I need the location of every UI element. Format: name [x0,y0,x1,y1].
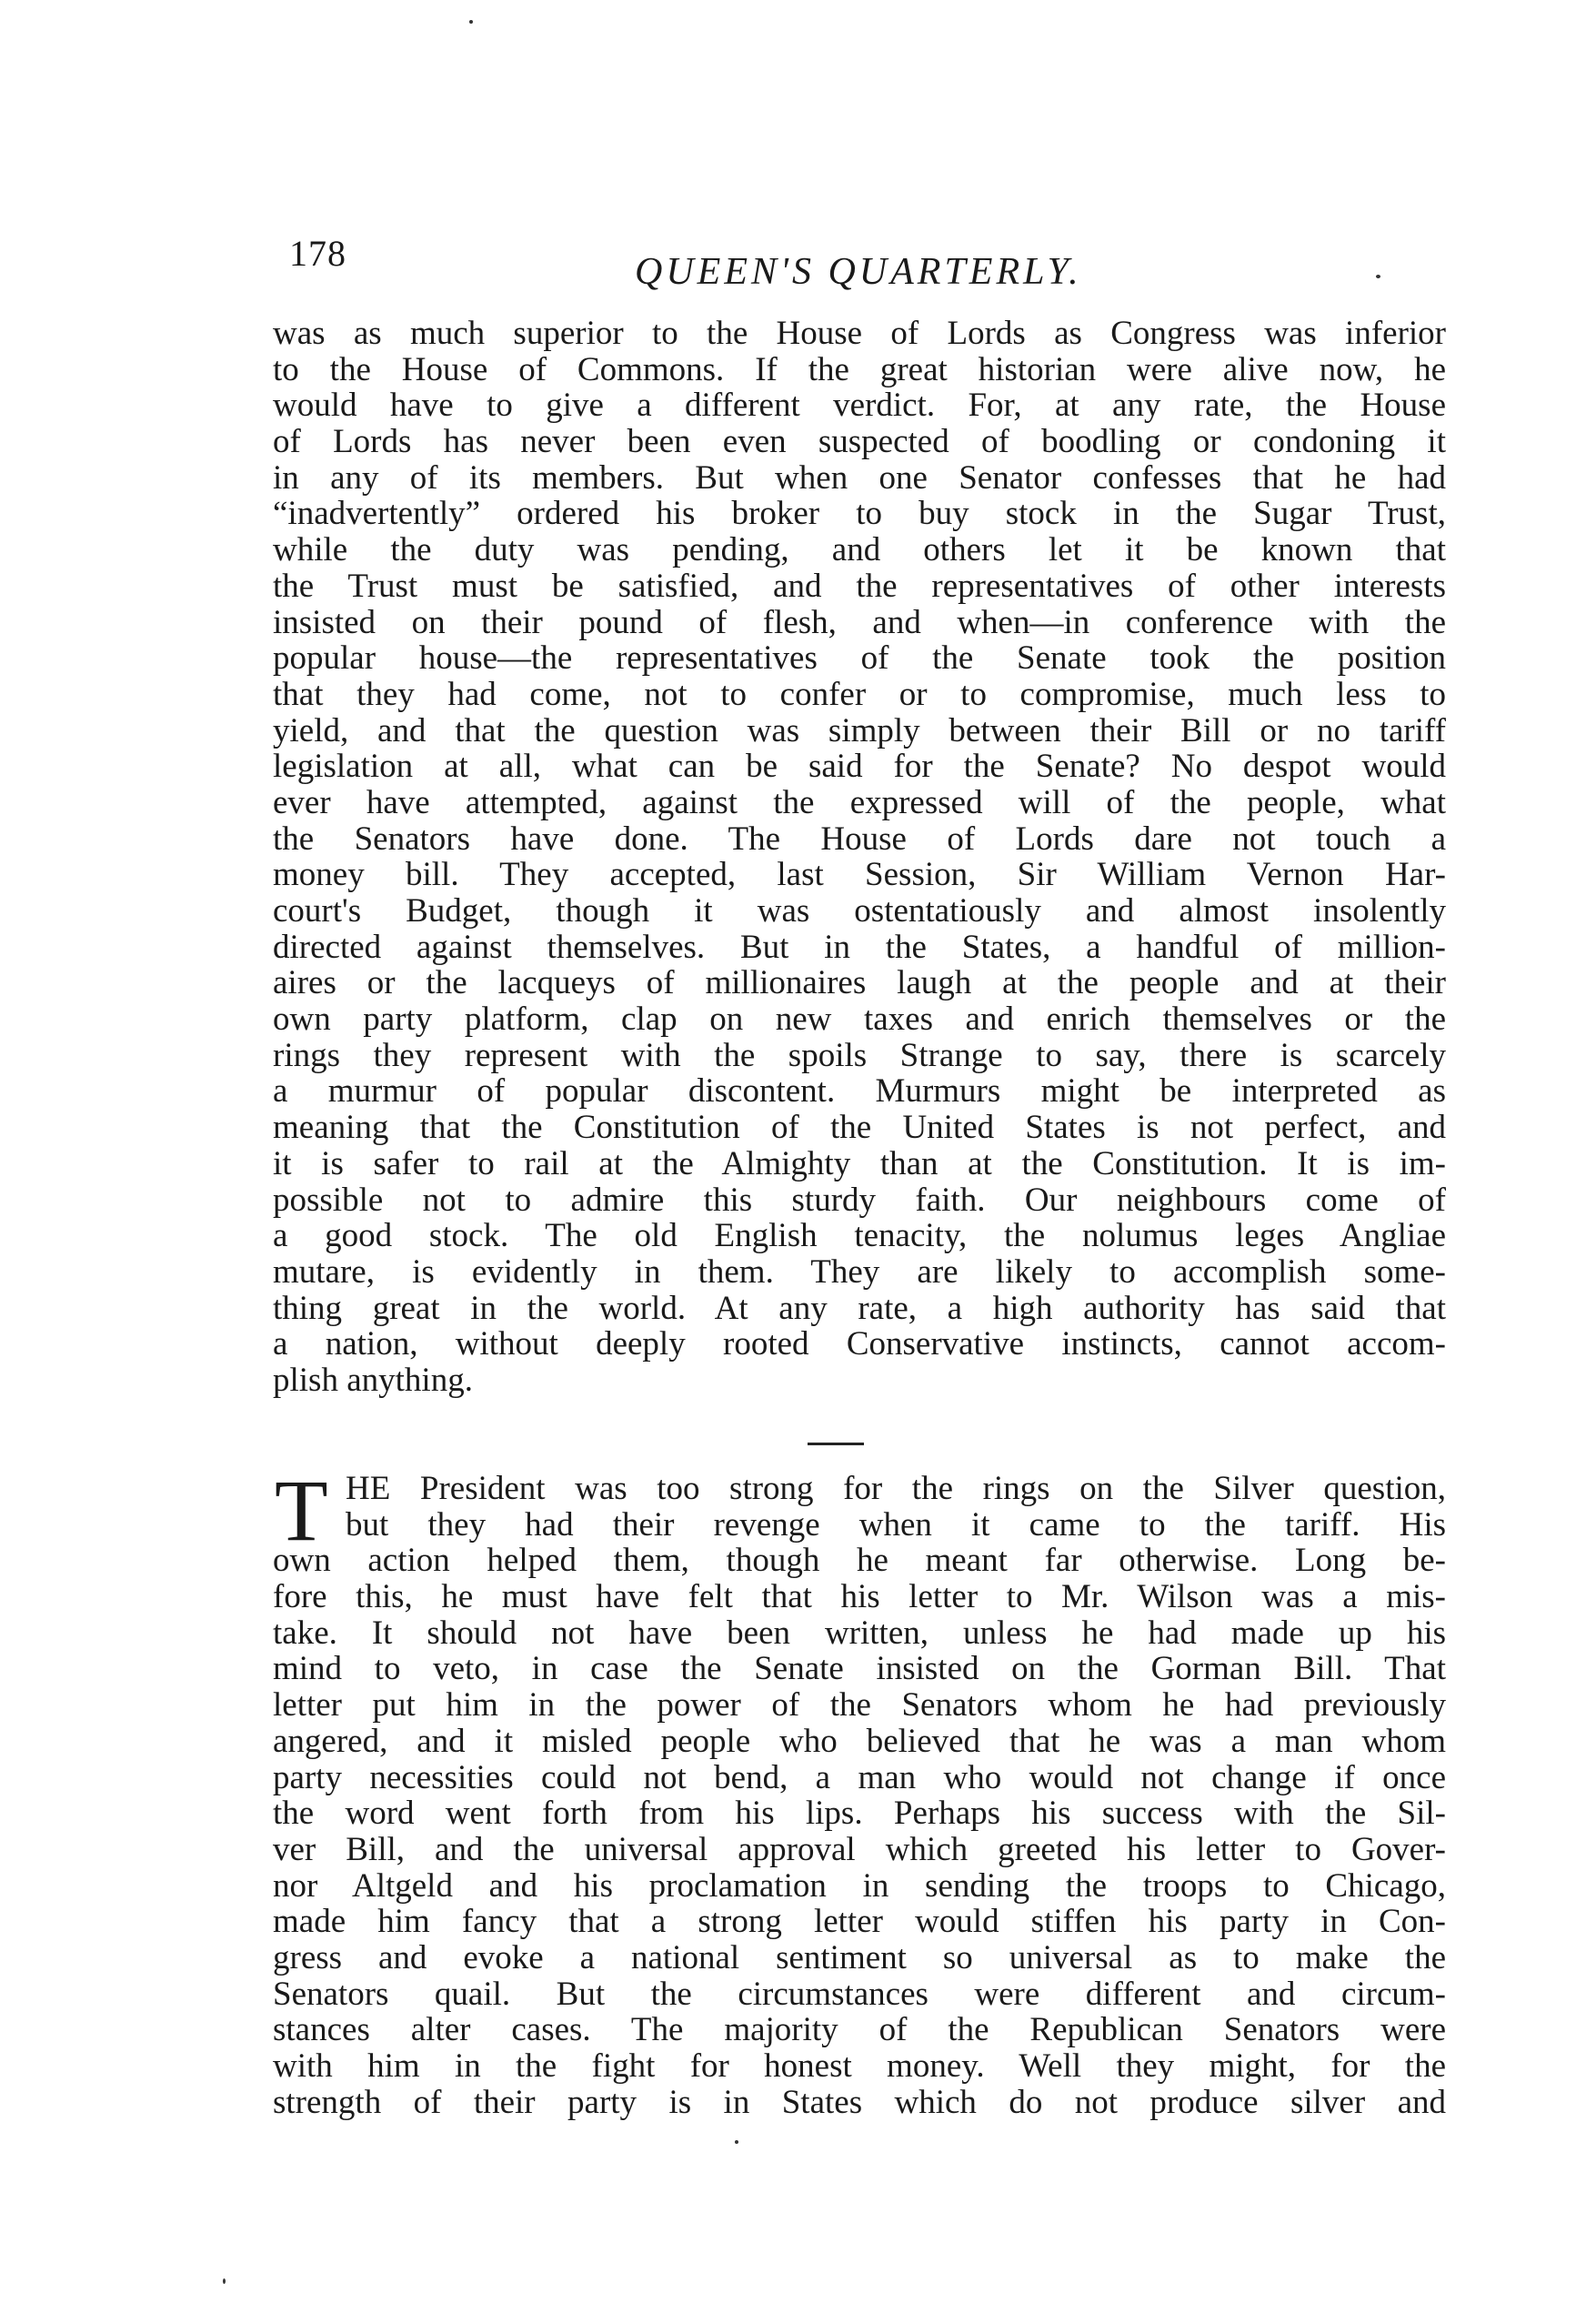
text-line: directed against themselves. But in the States, a handful of million- [273,929,1446,966]
text-line: was as much superior to the House of Lords as Congress was inferior [273,316,1446,352]
text-line: legislation at all, what can be said for the Senate? No despot would [273,749,1446,785]
text-line: Senators quail. But the circumstances were different and circum- [273,1976,1446,2013]
text-line: yield, and that the question was simply between their Bill or no tariff [273,712,1446,749]
text-line: while the duty was pending, and others let it be known that [273,532,1446,568]
text-line: strength of their party is in States which do not produce silver and [273,2084,1446,2121]
text-line: court's Budget, though it was ostentatiously and almost insolently [273,893,1446,930]
text-line: in any of its members. But when one Senator confesses that he had [273,459,1446,497]
text-line: would have to give a different verdict. For, at any rate, the House [273,387,1446,425]
text-line: mutare, is evidently in them. They are likely to accomplish some- [273,1253,1446,1291]
text-line: aires or the lacqueys of millionaires laugh at the people and at their [273,965,1446,1002]
text-line: insisted on their pound of flesh, and when—in conference with the [273,604,1446,641]
text-line: rings they represent with the spoils Strange to say, there is scarcely [273,1037,1446,1074]
text-line: angered, and it misled people who believed that he was a man whom [273,1723,1446,1760]
paragraph-2 [273,1462,1446,2121]
text-line: ver Bill, and the universal approval which greeted his letter to Gover- [273,1831,1446,1868]
text-line: a good stock. The old English tenacity, the nolumus leges Angliae [273,1218,1446,1254]
text-line: HE President was too strong for the rings on the Silver question, [346,1471,1446,1507]
text-line: party necessities could not bend, a man who would not change if once [273,1759,1446,1796]
text-line: gress and evoke a national sentiment so universal as to make the [273,1939,1446,1976]
text-line: to the House of Commons. If the great historian were alive now, he [273,351,1446,388]
text-line: the word went forth from his lips. Perhaps his success with the Sil- [273,1795,1446,1832]
text-line: with him in the fight for honest money. Well they might, for the [273,2048,1446,2085]
text-line: of Lords has never been even suspected of boodling or condoning it [273,424,1446,460]
print-speck [469,20,473,24]
text-line: that they had come, not to confer or to compromise, much less to [273,676,1446,713]
text-line: the Senators have done. The House of Lords dare not touch a [273,820,1446,858]
text-line: but they had their revenge when it came to the tariff. His [346,1506,1446,1544]
text-line: it is safer to rail at the Almighty than at the Constitution. It is im- [273,1145,1446,1182]
text-line: take. It should not have been written, unless he had made up his [273,1614,1446,1652]
text-line: possible not to admire this sturdy faith. Our neighbours come of [273,1182,1446,1219]
text-line: nor Altgeld and his proclamation in sending the troops to Chicago, [273,1867,1446,1905]
running-head: QUEEN'S QUARTERLY. [635,251,1082,293]
print-speck [735,2140,738,2144]
page-header [289,232,1453,293]
text-line: meaning that the Constitution of the United States is not perfect, and [273,1110,1446,1146]
text-line: the Trust must be satisfied, and the representatives of other interests [273,568,1446,605]
text-line: thing great in the world. At any rate, a high authority has said that [273,1290,1446,1327]
page-number: 178 [289,233,346,274]
text-line: stances alter cases. The majority of the Republican Senators were [273,2012,1446,2048]
text-line: made him fancy that a strong letter would stiffen his party in Con- [273,1904,1446,1940]
print-speck [223,2278,226,2284]
section-divider [808,1443,864,1445]
text-line: letter put him in the power of the Senators whom he had previously [273,1687,1446,1724]
text-line: popular house—the representatives of the Senate took the position [273,640,1446,677]
drop-cap: T [275,1462,328,1559]
text-line: ever have attempted, against the expressed will of the people, what [273,784,1446,821]
text-line: own party platform, clap on new taxes and enrich themselves or the [273,1001,1446,1038]
text-line: money bill. They accepted, last Session, Sir William Vernon Har- [273,857,1446,893]
text-line: own action helped them, though he meant far otherwise. Long be- [273,1543,1446,1580]
text-line: mind to veto, in case the Senate insisted on the Gorman Bill. That [273,1651,1446,1688]
text-line: fore this, he must have felt that his letter to Mr. Wilson was a mis- [273,1579,1446,1615]
text-line: plish anything. [273,1362,473,1399]
text-line: a murmur of popular discontent. Murmurs might be interpreted as [273,1073,1446,1111]
text-line: “inadvertently” ordered his broker to buy stock in the Sugar Trust, [273,496,1446,533]
text-line: a nation, without deeply rooted Conservative instincts, cannot accom- [273,1326,1446,1363]
paragraph-1 [273,316,1446,1399]
